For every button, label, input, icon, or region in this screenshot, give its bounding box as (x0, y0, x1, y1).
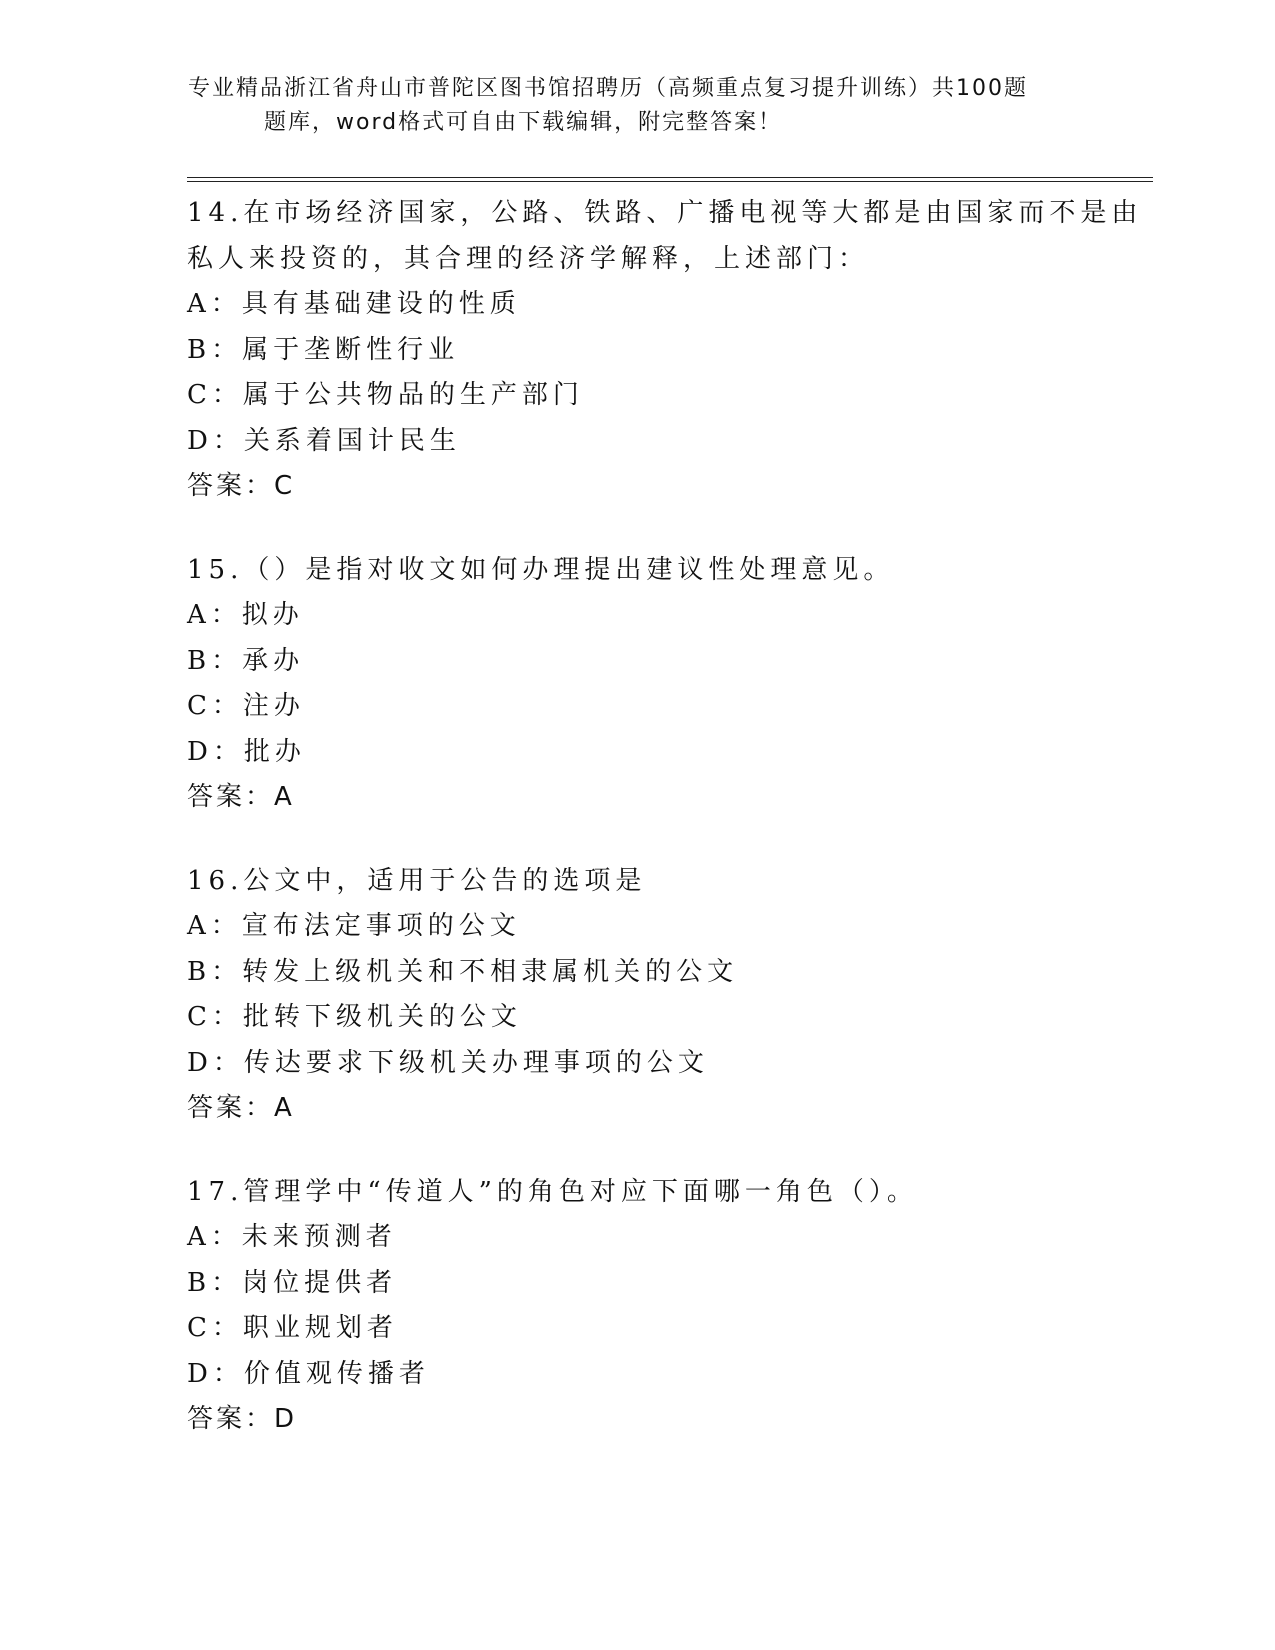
option-a: A：宣布法定事项的公文 (187, 911, 521, 941)
answer: 答案：A (187, 782, 295, 812)
document-header (188, 72, 1068, 140)
question-stem: 15.（）是指对收文如何办理提出建议性处理意见。 (187, 554, 895, 585)
option-d: D：价值观传播者 (187, 1358, 430, 1389)
header-divider (187, 177, 1153, 182)
question-stem: 14.在市场经济国家，公路、铁路、广播电视等大都是由国家而不是由 (187, 198, 1143, 228)
question-17 (187, 1170, 1087, 1443)
option-c: C：属于公共物品的生产部门 (187, 380, 584, 410)
question-stem: 私人来投资的，其合理的经济学解释，上述部门： (187, 243, 870, 274)
option-d: D：批办 (187, 736, 306, 767)
option-c: C：注办 (187, 691, 305, 721)
question-16 (187, 859, 1087, 1132)
option-a: A：未来预测者 (187, 1222, 397, 1252)
option-b: B：岗位提供者 (187, 1267, 398, 1298)
option-c: C：批转下级机关的公文 (187, 1002, 522, 1032)
option-b: B：转发上级机关和不相隶属机关的公文 (187, 956, 739, 987)
answer: 答案：C (187, 471, 296, 501)
question-list (187, 191, 1143, 1481)
option-c: C：职业规划者 (187, 1313, 398, 1343)
option-d: D：传达要求下级机关办理事项的公文 (187, 1047, 709, 1078)
option-b: B：承办 (187, 645, 305, 676)
header-line-1: 专业精品浙江省舟山市普陀区图书馆招聘历（高频重点复习提升训练）共100题 (188, 76, 1028, 101)
answer: 答案：D (187, 1404, 298, 1434)
option-a: A：具有基础建设的性质 (187, 289, 521, 319)
option-b: B：属于垄断性行业 (187, 334, 460, 365)
question-stem: 16.公文中，适用于公告的选项是 (187, 865, 647, 896)
question-15 (187, 548, 1087, 821)
question-14 (187, 191, 1143, 510)
option-d: D：关系着国计民生 (187, 425, 461, 456)
header-line-2: 题库，word格式可自由下载编辑，附完整答案！ (264, 110, 783, 135)
question-stem: 17.管理学中“传道人”的角色对应下面哪一角色（）。 (187, 1176, 918, 1207)
answer: 答案：A (187, 1093, 295, 1123)
option-a: A：拟办 (187, 600, 304, 630)
